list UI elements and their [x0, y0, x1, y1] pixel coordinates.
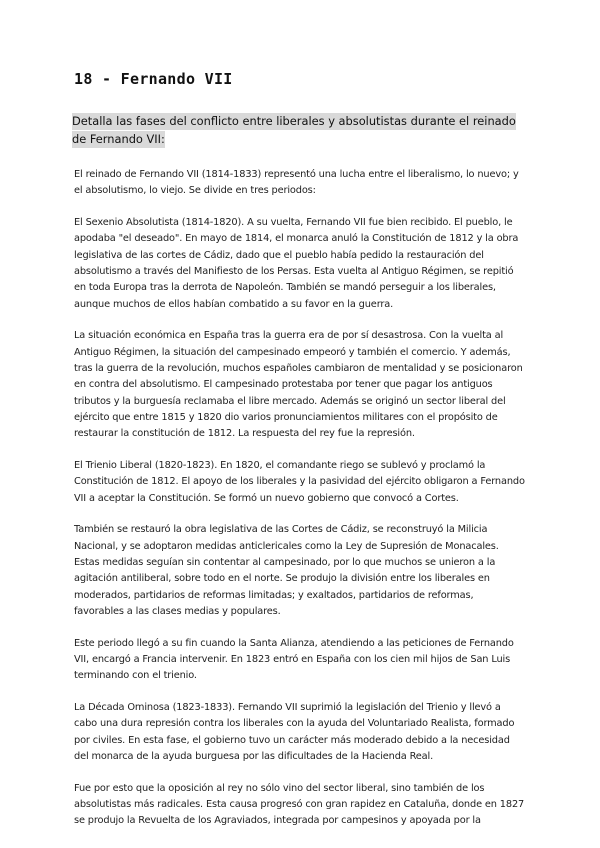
question-heading — [72, 113, 528, 148]
paragraph-sexenio: El Sexenio Absolutista (1814-1820). A su vuelta, Fernando VII fue bien recibido. El pueblo, le apodaba "el deseado". En mayo de 1814, el monarca anuló la Constitución de 1812 y la obra legislativa de las cortes de Cádiz, dado que el pueblo había pedido la restauración del absolutismo a través del Manifiesto de los Persas. Esta vuelta al Antiguo Régimen, se repitió en toda Europa tras la derrota de Napoleón. También se mandó perseguir a los liberales, aunque muchos de ellos habían combatido a su favor en la guerra. — [74, 217, 519, 310]
paragraph-situacion-economica: La situación económica en España tras la guerra era de por sí desastrosa. Con la vuelta al Antiguo Régimen, la situación del campesinado empeoró y también el comercio. Y además, tras la guerra de la revolución, muchos españoles cambiaron de mentalidad y se posicionaron en contra del absolutismo. El campesinado protestaba por tener que pagar los antiguos tributos y la burguesía reclamaba el libre mercado. Además se originó un sector liberal del ejército que entre 1815 y 1820 dio varios pronunciamientos militares con el propósito de restaurar la constitución de 1812. La respuesta del rey fue la represión. — [74, 330, 523, 440]
paragraph-decada-ominosa: La Década Ominosa (1823-1833). Fernando VII suprimió la legislación del Trienio y llevó a cabo una dura represión contra los liberales con la ayuda del Voluntariado Realista, formado por civiles. En esta fase, el gobierno tuvo un carácter más moderado debido a la necesidad del monarca de la ayuda burguesa por las dificultades de la Hacienda Real. — [74, 702, 515, 762]
paragraph-fin-trienio: Este periodo llegó a su fin cuando la Santa Alianza, atendiendo a las peticiones de Fernando VII, encargó a Francia intervenir. En 1823 entró en España con los cien mil hijos de San Luis terminando con el trienio. — [74, 637, 514, 682]
document-body — [74, 167, 526, 845]
paragraph-intro: El reinado de Fernando VII (1814-1833) representó una lucha entre el liberalismo, lo nuevo; y el absolutismo, lo viejo. Se divide en tres periodos: — [74, 169, 519, 197]
paragraph-obra-legislativa: También se restauró la obra legislativa de las Cortes de Cádiz, se reconstruyó la Milicia Nacional, y se adoptaron medidas anticlericales como la Ley de Supresión de Monacales. Estas medidas seguían sin contentar al campesinado, por lo que muchos se unieron a la agitación antiliberal, sobre todo en el norte. Se produjo la división entre los liberales en moderados, partidarios de reformas limitadas; y exaltados, partidarios de reformas, favorables a las clases medias y populares. — [74, 524, 499, 617]
page-title: 18 - Fernando VII — [74, 70, 233, 88]
paragraph-trienio: El Trienio Liberal (1820-1823). En 1820, el comandante riego se sublevó y proclamó la Constitución de 1812. El apoyo de los liberales y la pasividad del ejército obligaron a Fernando VII a aceptar la Constitución. Se formó un nuevo gobierno que convocó a Cortes. — [74, 459, 525, 504]
question-text: Detalla las fases del conflicto entre liberales y absolutistas durante el reinado de Fernando VII: — [72, 114, 516, 146]
paragraph-oposicion: Fue por esto que la oposición al rey no sólo vino del sector liberal, sino también de los absolutistas más radicales. Esta causa progresó con gran rapidez en Cataluña, donde en 1827 se produjo la Revuelta de los Agraviados, integrada por campesinos y apoyada por la — [74, 782, 525, 827]
